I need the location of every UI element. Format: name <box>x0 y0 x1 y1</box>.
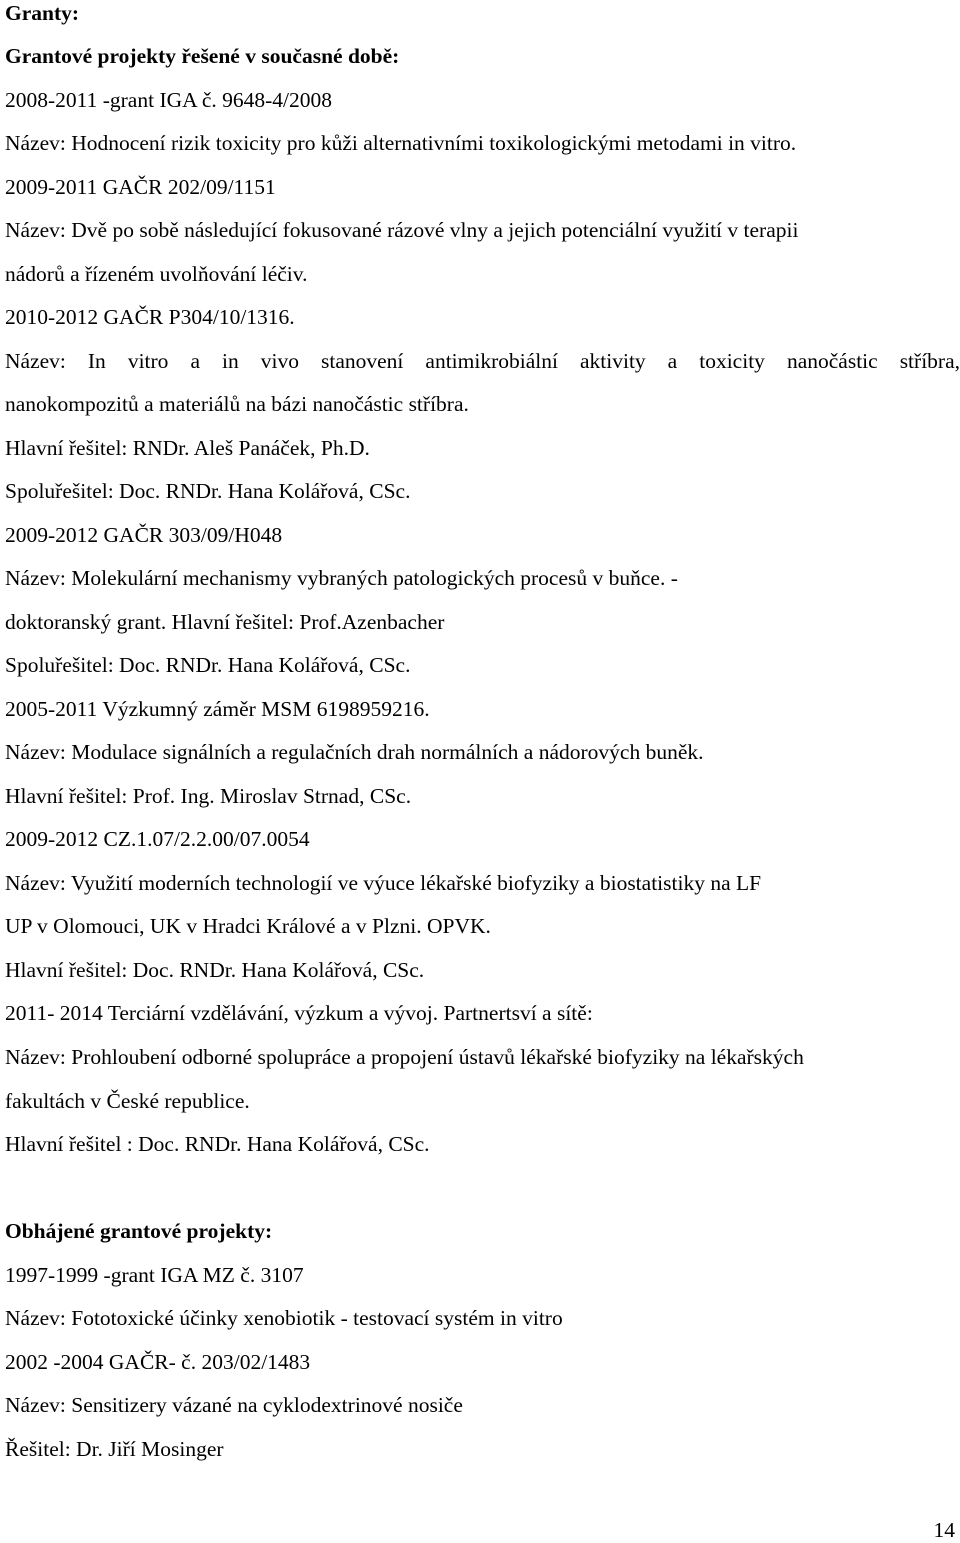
text-line: Název: Využití moderních technologií ve výuce lékařské biofyziky a biostatistiky na LF <box>5 871 762 895</box>
text-line: 2011- 2014 Terciární vzdělávání, výzkum a vývoj. Partnertsví a sítě: <box>5 1001 593 1025</box>
text-line: Spoluřešitel: Doc. RNDr. Hana Kolářová, CSc. <box>5 653 411 677</box>
text-line: Název: Modulace signálních a regulačních drah normálních a nádorových buněk. <box>5 740 704 764</box>
text-line: Název: Fototoxické účinky xenobiotik - testovací systém in vitro <box>5 1306 563 1330</box>
text-line: fakultách v České republice. <box>5 1089 250 1113</box>
text-line: Název: Prohloubení odborné spolupráce a propojení ústavů lékařské biofyziky na lékařských <box>5 1045 804 1069</box>
text-line: Název: In vitro a in vivo stanovení antimikrobiální aktivity a toxicity nanočástic stříbra, <box>5 349 960 373</box>
text-line: Hlavní řešitel: RNDr. Aleš Panáček, Ph.D. <box>5 436 370 460</box>
text-line: 2009-2012 GAČR 303/09/H048 <box>5 523 283 547</box>
page-number: 14 <box>933 1518 955 1542</box>
current-projects-heading: Grantové projekty řešené v současné době: <box>5 44 400 68</box>
text-line: doktoranský grant. Hlavní řešitel: Prof.Azenbacher <box>5 610 445 634</box>
text-line: Název: Molekulární mechanismy vybraných patologických procesů v buňce. - <box>5 566 678 590</box>
text-line: Spoluřešitel: Doc. RNDr. Hana Kolářová, CSc. <box>5 479 411 503</box>
text-line: 2005-2011 Výzkumný záměr MSM 6198959216. <box>5 697 430 721</box>
text-line: Název: Hodnocení rizik toxicity pro kůži alternativními toxikologickými metodami in vitro. <box>5 131 797 155</box>
text-line: Hlavní řešitel: Doc. RNDr. Hana Kolářová, CSc. <box>5 958 425 982</box>
text-line: Řešitel: Dr. Jiří Mosinger <box>5 1437 224 1461</box>
section-title: Granty: <box>5 1 80 25</box>
text-line: Název: Dvě po sobě následující fokusované rázové vlny a jejich potenciální využití v terapii <box>5 218 799 242</box>
document-page <box>5 0 960 1543</box>
text-line: 2009-2012 CZ.1.07/2.2.00/07.0054 <box>5 827 310 851</box>
text-line: UP v Olomouci, UK v Hradci Králové a v Plzni. OPVK. <box>5 914 491 938</box>
text-line: 2010-2012 GAČR P304/10/1316. <box>5 305 295 329</box>
text-line: Hlavní řešitel: Prof. Ing. Miroslav Strnad, CSc. <box>5 784 412 808</box>
text-line: 2008-2011 -grant IGA č. 9648-4/2008 <box>5 88 333 112</box>
text-line: Název: Sensitizery vázané na cyklodextrinové nosiče <box>5 1393 463 1417</box>
text-line: 2002 -2004 GAČR- č. 203/02/1483 <box>5 1350 311 1374</box>
text-line: 2009-2011 GAČR 202/09/1151 <box>5 175 276 199</box>
text-line: Hlavní řešitel : Doc. RNDr. Hana Kolářová, CSc. <box>5 1132 430 1156</box>
text-line: 1997-1999 -grant IGA MZ č. 3107 <box>5 1263 304 1287</box>
text-line: nanokompozitů a materiálů na bázi nanočástic stříbra. <box>5 392 469 416</box>
text-line: nádorů a řízeném uvolňování léčiv. <box>5 262 308 286</box>
defended-projects-heading: Obhájené grantové projekty: <box>5 1219 273 1243</box>
